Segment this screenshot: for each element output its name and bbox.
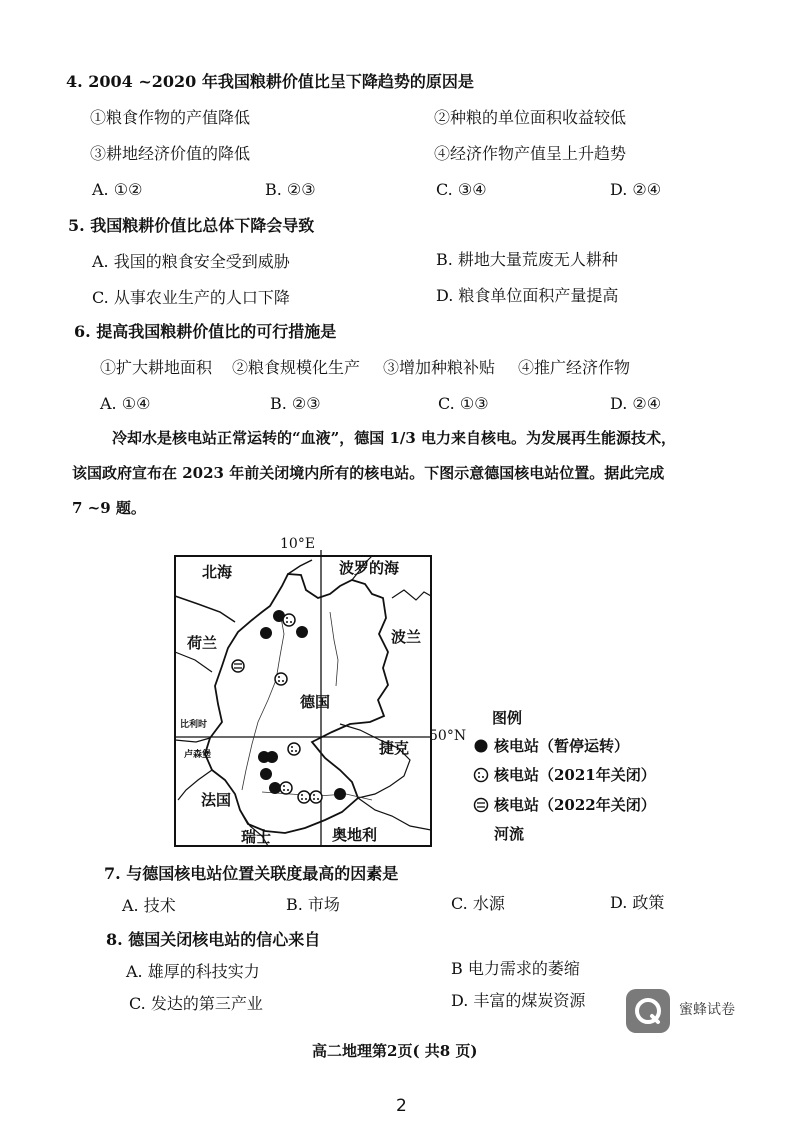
baltic-coast-east xyxy=(392,590,431,600)
legend-filled-circle-icon xyxy=(475,740,488,753)
belgium-france-border xyxy=(175,738,210,742)
plant-paused xyxy=(260,627,272,639)
q5-option-c: C. 从事农业生产的人口下降 xyxy=(92,288,290,307)
q8-option-b: B 电力需求的萎缩 xyxy=(451,959,580,978)
legend-label-river: 河流 xyxy=(494,825,525,843)
plant-closed-2021 xyxy=(283,614,295,626)
q6-option-c: C. ①③ xyxy=(438,394,489,413)
q5-option-a: A. 我国的粮食安全受到威胁 xyxy=(92,252,290,271)
map-label-switzerland: 瑞士 xyxy=(241,828,272,846)
legend-label-2022: 核电站（2022年关闭） xyxy=(494,796,656,814)
map-label-germany: 德国 xyxy=(300,693,331,711)
q4-item-3: ③耕地经济价值的降低 xyxy=(90,144,251,163)
legend-dashed-circle-icon xyxy=(475,799,488,812)
q6-item-1: ①扩大耕地面积 xyxy=(100,358,213,377)
map-label-baltic: 波罗的海 xyxy=(339,559,400,577)
q4-stem: 4. 2004 ~2020 年我国粮耕价值比呈下降趋势的原因是 xyxy=(66,72,474,91)
q6-stem: 6. 提高我国粮耕价值比的可行措施是 xyxy=(74,322,337,341)
rhine-river xyxy=(242,612,284,790)
q7-option-c: C. 水源 xyxy=(451,894,505,913)
q8-option-d: D. 丰富的煤炭资源 xyxy=(451,991,586,1010)
q4-item-4: ④经济作物产值呈上升趋势 xyxy=(434,144,627,163)
q6-option-d: D. ②④ xyxy=(610,394,662,413)
q4-option-c: C. ③④ xyxy=(436,180,487,199)
q4-item-1: ①粮食作物的产值降低 xyxy=(90,108,251,127)
plant-paused xyxy=(260,768,272,780)
plant-paused xyxy=(269,782,281,794)
elbe-river xyxy=(330,612,338,686)
q8-option-a: A. 雄厚的科技实力 xyxy=(126,962,260,981)
map-label-austria: 奥地利 xyxy=(332,826,378,844)
netherlands-belgium-border xyxy=(175,652,212,672)
plant-closed-2021 xyxy=(275,673,287,685)
q5-option-b: B. 耕地大量荒废无人耕种 xyxy=(436,250,618,269)
map-label-czech: 捷克 xyxy=(379,739,410,757)
map-label-belgium: 比利时 xyxy=(180,720,208,730)
page-footer: 高二地理第2页( 共8 页) xyxy=(312,1042,478,1060)
intro-line-3: 7 ~9 题。 xyxy=(72,499,146,517)
map-label-north-sea: 北海 xyxy=(202,563,233,581)
map-label-netherlands: 荷兰 xyxy=(187,634,218,652)
plant-paused xyxy=(334,788,346,800)
q6-option-a: A. ①④ xyxy=(100,394,151,413)
q4-option-b: B. ②③ xyxy=(265,180,316,199)
plant-closed-2022 xyxy=(232,660,244,672)
q6-item-2: ②粮食规模化生产 xyxy=(232,358,361,377)
plant-paused xyxy=(296,626,308,638)
q6-option-b: B. ②③ xyxy=(270,394,321,413)
map-label-france: 法国 xyxy=(201,791,232,809)
plant-closed-2021 xyxy=(310,791,322,803)
map-lon-label: 10°E xyxy=(280,536,316,552)
watermark-text: 蜜蜂试卷 xyxy=(679,1002,735,1018)
map-label-poland: 波兰 xyxy=(391,628,422,646)
page-number: 2 xyxy=(396,1096,407,1116)
plant-closed-2021 xyxy=(280,782,292,794)
q7-stem: 7. 与德国核电站位置关联度最高的因素是 xyxy=(104,864,399,883)
czech-border xyxy=(340,724,410,798)
legend-label-paused: 核电站（暂停运转） xyxy=(494,737,630,755)
q7-option-a: A. 技术 xyxy=(122,896,176,915)
q4-item-2: ②种粮的单位面积收益较低 xyxy=(434,108,627,127)
q5-option-d: D. 粮食单位面积产量提高 xyxy=(436,286,619,305)
legend-label-2021: 核电站（2021年关闭） xyxy=(494,766,656,784)
legend-dotted-circle-icon xyxy=(475,769,488,782)
q7-option-d: D. 政策 xyxy=(610,893,665,912)
watermark-logo-icon xyxy=(626,989,670,1033)
jutland-coast xyxy=(288,560,312,574)
q7-option-b: B. 市场 xyxy=(286,895,340,914)
q5-stem: 5. 我国粮耕价值比总体下降会导致 xyxy=(68,216,315,235)
map-lat-label: 50°N xyxy=(429,728,467,744)
north-sea-coast xyxy=(175,596,235,622)
q6-item-3: ③增加种粮补贴 xyxy=(383,358,496,377)
q8-option-c: C. 发达的第三产业 xyxy=(129,994,263,1013)
plant-closed-2021 xyxy=(288,743,300,755)
legend-title: 图例 xyxy=(492,709,523,727)
q6-item-4: ④推广经济作物 xyxy=(518,358,631,377)
plant-paused xyxy=(266,751,278,763)
q4-option-d: D. ②④ xyxy=(610,180,662,199)
plant-closed-2021 xyxy=(298,791,310,803)
q8-stem: 8. 德国关闭核电站的信心来自 xyxy=(106,930,321,949)
q4-option-a: A. ①② xyxy=(92,180,143,199)
intro-line-1: 冷却水是核电站正常运转的“血液”，德国 1/3 电力来自核电。为发展再生能源技术， xyxy=(112,429,677,447)
intro-line-2: 该国政府宣布在 2023 年前关闭境内所有的核电站。下图示意德国核电站位置。据此完成 xyxy=(72,464,665,482)
map-label-luxembourg: 卢森堡 xyxy=(184,750,212,760)
